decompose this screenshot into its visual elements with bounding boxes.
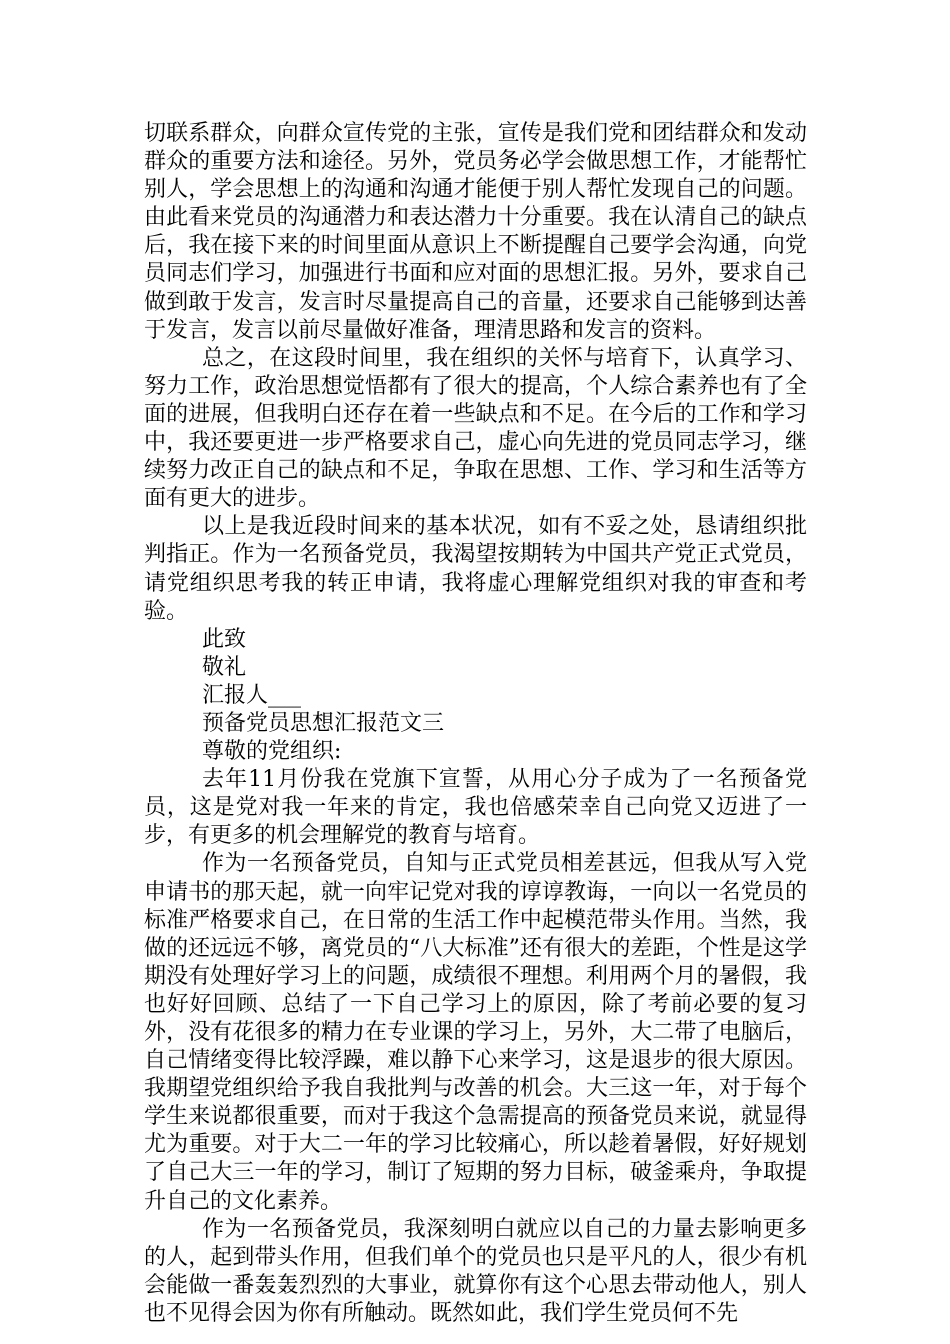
reporter-signature: 汇报人___ [202,682,302,708]
paragraph-request: 以上是我近段时间来的基本状况，如有不妥之处，恳请组织批判指正。作为一名预备党员，我渴望按期转为中国共产党正式党员，请党组织思考我的转正申请，我将虚心理解党组织对我的审查和考验。 [144,514,807,624]
closing-salutation: 此致 [202,626,247,652]
paragraph-influence: 作为一名预备党员，我深刻明白就应以自己的力量去影响更多的人，起到带头作用，但我们单个的党员也只是平凡的人，很少有机会能做一番轰轰烈烈的大事业，就算你有这个心思去带动他人，别人也不见得会因为你有所触动。既然如此，我们学生党员何不先 [144,1216,807,1326]
closing-regards: 敬礼 [202,654,247,680]
paragraph-oath: 去年11月份我在党旗下宣誓，从用心分子成为了一名预备党员，这是党对我一年来的肯定，我也倍感荣幸自己向党又迈进了一步，有更多的机会理解党的教育与培育。 [144,767,807,849]
section-title: 预备党员思想汇报范文三 [202,710,445,736]
document-page [144,120,807,1328]
paragraph-communication: 切联系群众，向群众宣传党的主张，宣传是我们党和团结群众和发动群众的重要方法和途径。另外，党员务必学会做思想工作，才能帮忙别人，学会思想上的沟通和沟通才能便于别人帮忙发现自己的问题。由此看来党员的沟通潜力和表达潜力十分重要。我在认清自己的缺点后，我在接下来的时间里面从意识上不断提醒自己要学会沟通，向党员同志们学习，加强进行书面和应对面的思想汇报。另外，要求自己做到敢于发言，发言时尽量提高自己的音量，还要求自己能够到达善于发言，发言以前尽量做好准备，理清思路和发言的资料。 [144,121,807,343]
paragraph-summary: 总之，在这段时间里，我在组织的关怀与培育下，认真学习、努力工作，政治思想觉悟都有了很大的提高，个人综合素养也有了全面的进展，但我明白还存在着一些缺点和不足。在今后的工作和学习中，我还要更进一步严格要求自己，虚心向先进的党员同志学习，继续努力改正自己的缺点和不足，争取在思想、工作、学习和生活等方面有更大的进步。 [144,345,807,512]
paragraph-self-review: 作为一名预备党员，自知与正式党员相差甚远，但我从写入党申请书的那天起，就一向牢记党对我的谆谆教诲，一向以一名党员的标准严格要求自己，在日常的生活工作中起模范带头作用。当然，我做的还远远不够，离党员的“八大标准”还有很大的差距，个性是这学期没有处理好学习上的问题，成绩很不理想。利用两个月的暑假，我也好好回顾、总结了一下自己学习上的原因，除了考前必要的复习外，没有花很多的精力在专业课的学习上，另外，大二带了电脑后，自己情绪变得比较浮躁，难以静下心来学习，这是退步的很大原因。我期望党组织给予我自我批判与改善的机会。大三这一年，对于每个学生来说都很重要，而对于我这个急需提高的预备党员来说，就显得尤为重要。对于大二一年的学习比较痛心，所以趁着暑假，好好规划了自己大三一年的学习，制订了短期的努力目标，破釜乘舟，争取提升自己的文化素养。 [144,851,807,1214]
greeting: 尊敬的党组织: [202,739,342,765]
